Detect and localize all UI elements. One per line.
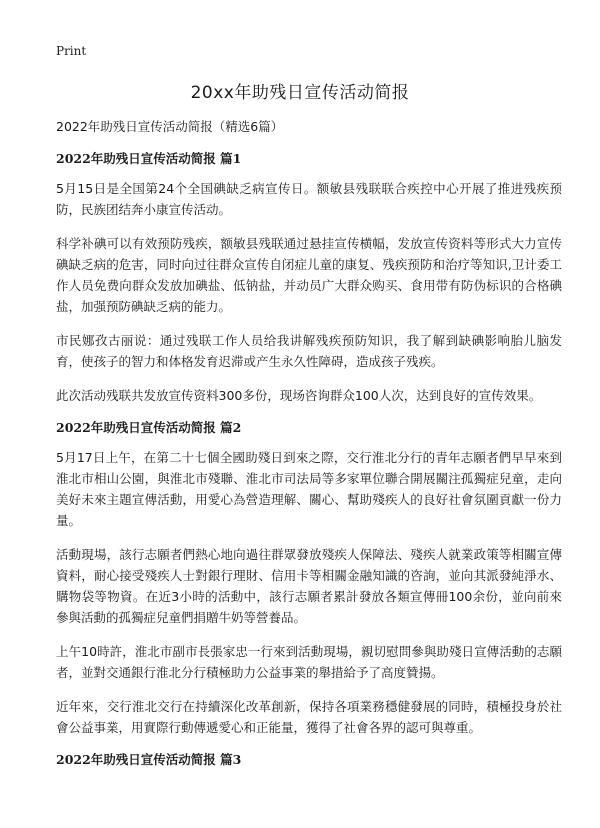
section-heading-3: 2022年助残日宣传活动简报 篇3 bbox=[56, 752, 242, 767]
paragraph: 科学补碘可以有效预防残疾，额敏县残联通过悬挂宣传横幅，发放宣传资料等形式大力宣传碘缺乏病的危害，同时向过往群众宣传自闭症儿童的康复、残疾预防和治疗等知识,卫计委工作人员免费向群众发放加碘盐、低钠盐，并动员广大群众购买、食用带有防伪标识的合格碘盐，加强预防碘缺乏病的能力。 bbox=[56, 236, 562, 314]
paragraph: 5月17日上午，在第二十七個全國助殘日到來之際，交行淮北分行的青年志願者們早早來到淮北市相山公園，與淮北市殘聯、淮北市司法局等多家單位聯合開展關注孤獨症兒童，走向美好未來主題宣傳活動，用愛心為營造理解、關心、幫助殘疾人的良好社會氛圍貢獻一份力量。 bbox=[56, 450, 562, 528]
print-link[interactable]: Print bbox=[56, 44, 87, 58]
paragraph: 活動現場，該行志願者們熱心地向過往群眾發放殘疾人保障法、殘疾人就業政策等相關宣傳資料，耐心接受殘疾人士對銀行理財、信用卡等相關金融知識的咨詢，並向其派發純淨水、購物袋等物資。在近3小時的活動中，該行志願者累計發放各類宣傳冊100余份，並向前來參與活動的孤獨症兒童們捐贈牛奶等營養品。 bbox=[56, 547, 562, 625]
section-heading-2: 2022年助残日宣传活动简报 篇2 bbox=[56, 420, 242, 435]
article-subtitle: 2022年助残日宣传活动简报（精选6篇） bbox=[56, 119, 284, 134]
page-title: 20xx年助残日宣传活动简报 bbox=[190, 83, 410, 103]
paragraph: 近年來，交行淮北交行在持續深化改革創新，保持各項業務穩健發展的同時，積極投身於社會公益事業，用實際行動傳遞愛心和正能量，獲得了社會各界的認可與尊重。 bbox=[56, 699, 562, 735]
paragraph: 此次活动残联共发放宣传资料300多份，现场咨询群众100人次，达到良好的宣传效果。 bbox=[56, 388, 542, 403]
section-heading-1: 2022年助残日宣传活动简报 篇1 bbox=[56, 151, 242, 166]
paragraph: 市民娜孜古丽说：通过残联工作人员给我讲解残疾预防知识，我了解到缺碘影响胎儿脑发育，使孩子的智力和体格发育迟滞或产生永久性障碍，造成孩子残疾。 bbox=[56, 333, 562, 369]
paragraph: 上午10時許，淮北市副市長張家忠一行來到活動現場，親切慰問參與助殘日宣傳活動的志願者，並對交通銀行淮北分行積極助力公益事業的舉措給予了高度贊揚。 bbox=[56, 644, 562, 680]
paragraph: 5月15日是全国第24个全国碘缺乏病宣传日。额敏县残联联合疾控中心开展了推进残疾预防，民族团结奔小康宣传活动。 bbox=[56, 181, 562, 217]
article-body bbox=[56, 118, 562, 779]
